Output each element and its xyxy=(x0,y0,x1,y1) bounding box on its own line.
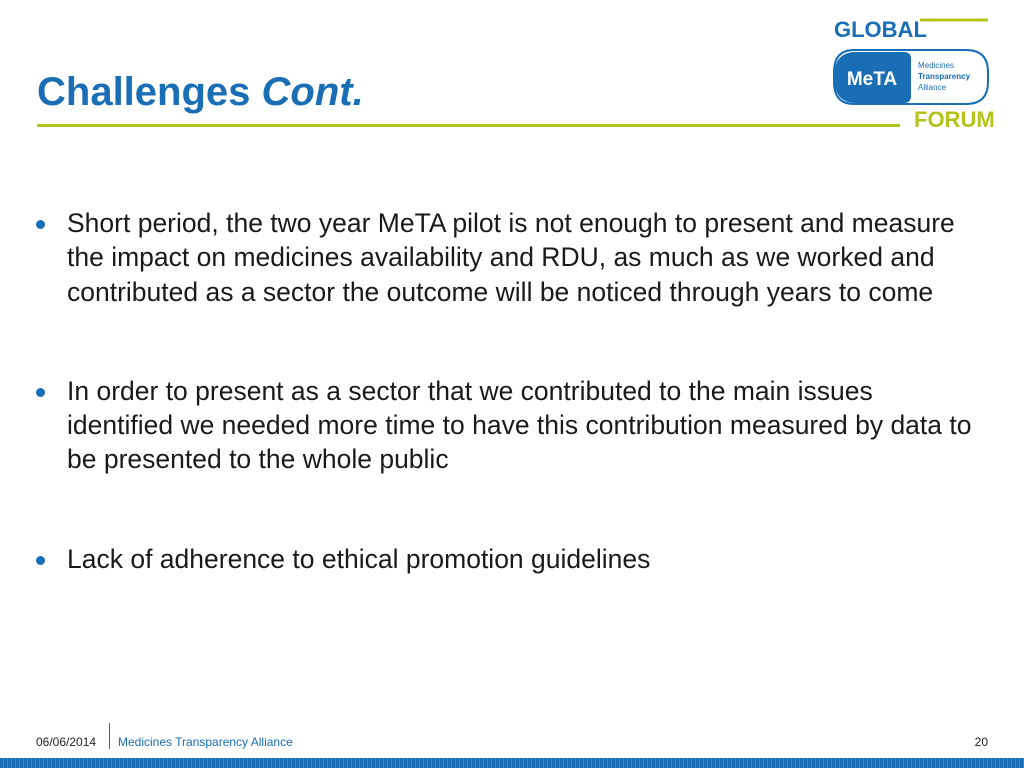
logo-line-medicines: Medicines xyxy=(918,61,955,70)
logo-forum-text: FORUM xyxy=(914,107,995,132)
footer-divider xyxy=(109,723,110,749)
page-number: 20 xyxy=(974,735,988,749)
bottom-accent-bar xyxy=(0,758,1024,768)
bullet-text: Lack of adherence to ethical promotion guidelines xyxy=(67,543,651,574)
bullet-item xyxy=(36,374,976,477)
title-underline xyxy=(37,124,900,127)
global-forum-meta-logo xyxy=(826,12,996,132)
bullet-item xyxy=(36,206,976,309)
footer-date: 06/06/2014 xyxy=(36,735,97,749)
bullet-list xyxy=(36,206,976,641)
logo-meta-text: MeTA xyxy=(846,69,898,90)
bullet-dot xyxy=(36,556,45,565)
bullet-dot xyxy=(36,220,45,229)
logo-line-transparency: Transparency xyxy=(918,72,971,81)
slide-title xyxy=(37,68,364,116)
bullet-dot xyxy=(36,388,45,397)
bullet-text: Short period, the two year MeTA pilot is not enough to present and measure the impact on medicines availability and RDU, as much as we worked and contributed as a sector the outcome will be noticed through years to come xyxy=(67,208,955,307)
footer-organization: Medicines Transparency Alliance xyxy=(118,735,293,749)
bullet-item xyxy=(36,542,976,576)
logo-line-alliance: Alliance xyxy=(918,83,947,92)
slide-title-emphasis: Cont. xyxy=(261,70,364,114)
slide-title-main: Challenges xyxy=(37,70,251,114)
bullet-text: In order to present as a sector that we contributed to the main issues identified we needed more time to have this contribution measured by data to be presented to the whole public xyxy=(67,375,972,475)
logo-global-text: GLOBAL xyxy=(834,17,927,42)
